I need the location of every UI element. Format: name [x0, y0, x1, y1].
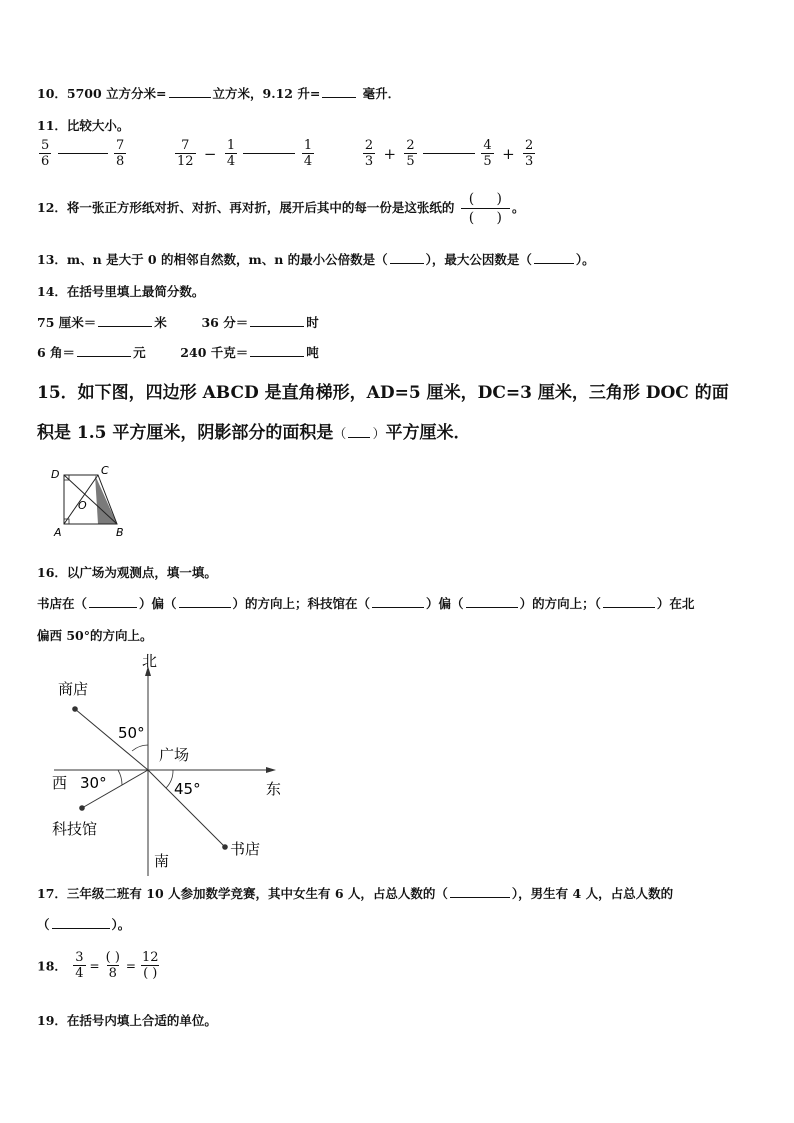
question-15-line2: 积是 1.5 平方厘米，阴影部分的面积是（ ）平方厘米． [37, 423, 471, 443]
answer-blank[interactable] [169, 85, 211, 98]
compare-blank[interactable] [423, 153, 475, 154]
fraction: $\frac{7}{12}$ [177, 138, 194, 169]
bookstore-label: 书店 [230, 840, 261, 858]
question-16-line2: 偏西 50°的方向上。 [37, 628, 153, 643]
label-C: C [101, 464, 109, 477]
answer-blank[interactable] [466, 595, 518, 608]
trapezoid-diagram [44, 462, 134, 542]
question-13: 13．m、n 是大于 0 的相邻自然数，m、n 的最小公倍数是（ ），最大公因数是（ ）。 [37, 252, 595, 267]
answer-blank[interactable] [450, 885, 510, 898]
answer-blank[interactable] [98, 314, 152, 327]
fraction: $\frac{7}{8}$ [116, 138, 125, 169]
question-14: 14．在括号里填上最简分数。 [37, 284, 205, 299]
diagonal-DB [64, 475, 117, 524]
answer-blank[interactable] [250, 344, 304, 357]
north-label: 北 [142, 652, 158, 670]
question-16: 16．以广场为观测点，填一填。 [37, 565, 217, 580]
museum-label: 科技馆 [52, 820, 98, 838]
question-15: 15．如下图，四边形 ABCD 是直角梯形，AD=5 厘米，DC=3 厘米，三角形 DOC 的面 [37, 383, 729, 403]
angle-50-label: 50° [118, 724, 145, 742]
question-11: 11．比较大小。 [37, 118, 130, 133]
east-label: 东 [266, 780, 282, 798]
angle-arc-50 [132, 745, 148, 751]
question-17-line2: （ ）。 [37, 917, 131, 932]
fraction: $\frac{3}{4}$ [75, 950, 84, 981]
angle-45-label: 45° [174, 780, 201, 798]
question-18: 18． $\frac{3}{4}$ = $\frac{( )}{8}$ = $\frac{12}{( )}$ [37, 950, 159, 981]
west-label: 西 [52, 774, 68, 792]
fraction: $\frac{2}{3}$ [525, 138, 534, 169]
answer-blank[interactable] [250, 314, 304, 327]
answer-blank[interactable] [390, 251, 424, 264]
angle-30-label: 30° [80, 774, 107, 792]
east-arrow [266, 767, 276, 773]
label-A: A [54, 526, 62, 539]
question-10: 10．5700 立方分米= 立方米，9.12 升= 毫升． [37, 86, 401, 101]
question-17: 17．三年级二班有 10 人参加数学竞赛，其中女生有 6 人，占总人数的（ ），男生有 4 人，占总人数的 [37, 886, 674, 901]
fraction: $\frac{5}{6}$ [41, 138, 50, 169]
question-19: 19．在括号内填上合适的单位。 [37, 1013, 217, 1028]
question-number: 10． [37, 86, 67, 101]
fraction: $\frac{4}{5}$ [483, 138, 492, 169]
bookstore-point [222, 844, 228, 850]
answer-blank[interactable] [322, 85, 356, 98]
label-D: D [51, 468, 60, 481]
label-B: B [116, 526, 124, 539]
answer-blank[interactable] [179, 595, 231, 608]
compare-row: $\frac{5}{6}$ $\frac{7}{8}$ $\frac{7}{12}$ − $\frac{1}{4}$ $\frac{1}{4}$ $\frac{2}{3}$ + $\frac{2}{5}$ $\frac{4}{5}$ + $\frac{2}{3}$ [41, 138, 534, 169]
angle-arc-30 [118, 770, 122, 785]
shop-label: 商店 [58, 680, 89, 698]
south-label: 南 [154, 852, 170, 870]
answer-fraction[interactable]: $\frac{12}{( )}$ [141, 950, 159, 981]
center-label: 广场 [159, 746, 190, 764]
answer-blank[interactable] [77, 344, 131, 357]
shop-point [72, 706, 78, 712]
fraction: $\frac{2}{5}$ [406, 138, 415, 169]
direction-diagram [44, 648, 294, 878]
angle-arc-45 [166, 770, 173, 788]
answer-blank[interactable] [372, 595, 424, 608]
conversion-row-2: 6 角＝ 元 240 千克＝ 吨 [37, 345, 319, 360]
answer-fraction[interactable]: $\frac{( )}{8}$ [105, 950, 120, 981]
answer-blank[interactable] [534, 251, 574, 264]
conversion-row-1: 75 厘米＝ 米 36 分＝ 时 [37, 315, 319, 330]
fraction: $\frac{1}{4}$ [303, 138, 313, 169]
question-12: 12．将一张正方形纸对折、对折、再对折，展开后其中的每一份是这张纸的 $\frac{( )}{( )}$ 。 [37, 191, 525, 226]
label-O: O [78, 499, 87, 512]
question-16-line1: 书店在（ ）偏（ ）的方向上；科技馆在（ ）偏（ ）的方向上；（ ）在北 [37, 596, 695, 611]
compare-blank[interactable] [243, 153, 295, 154]
answer-blank[interactable] [603, 595, 655, 608]
answer-blank[interactable] [348, 425, 370, 438]
answer-fraction[interactable]: $\frac{( )}{( )}$ [461, 190, 510, 227]
answer-blank[interactable] [89, 595, 137, 608]
fraction: $\frac{1}{4}$ [226, 138, 236, 169]
museum-point [79, 805, 85, 811]
answer-blank[interactable] [52, 916, 110, 929]
compare-blank[interactable] [58, 153, 108, 154]
fraction: $\frac{2}{3}$ [364, 138, 374, 169]
